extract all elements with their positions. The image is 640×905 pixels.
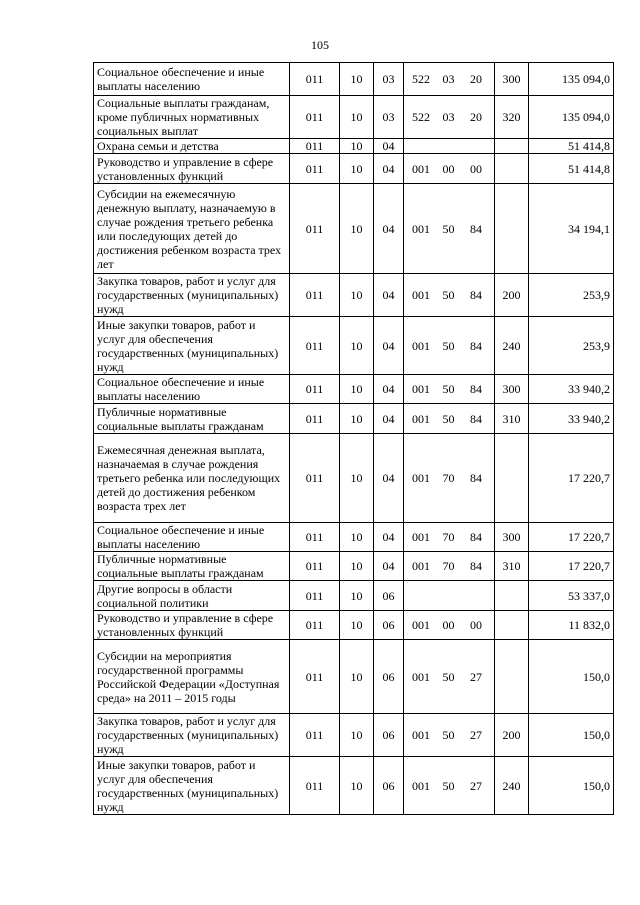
- target-article-part: 50: [442, 728, 455, 742]
- target-article-cell: [404, 375, 495, 404]
- amount-cell: 150,0: [529, 714, 614, 757]
- subsection-code-cell: 04: [374, 274, 404, 317]
- target-article-part: 522: [412, 110, 430, 124]
- amount-cell: 51 414,8: [529, 139, 614, 154]
- table-row: [94, 714, 614, 757]
- ministry-code-cell: 011: [290, 714, 340, 757]
- target-article-cell: [404, 404, 495, 434]
- section-code-cell: 10: [340, 611, 374, 640]
- subsection-code-cell: 06: [374, 757, 404, 815]
- target-article-part: 50: [442, 778, 455, 793]
- row-name-cell: Другие вопросы в области социальной политики: [94, 581, 290, 611]
- target-article-code: [407, 728, 491, 742]
- amount-cell: 150,0: [529, 640, 614, 714]
- target-article-cell: [404, 154, 495, 184]
- target-article-part: 84: [470, 471, 482, 485]
- target-article-part: 00: [470, 161, 482, 176]
- table-row: [94, 404, 614, 434]
- expense-type-cell: 300: [495, 375, 529, 404]
- expense-type-cell: [495, 611, 529, 640]
- row-name-cell: Руководство и управление в сфере установленных функций: [94, 154, 290, 184]
- target-article-part: 03: [442, 72, 455, 86]
- target-article-cell: [404, 139, 495, 154]
- target-article-part: 27: [470, 669, 482, 684]
- table-row: [94, 274, 614, 317]
- target-article-part: 001: [412, 728, 430, 742]
- section-code-cell: 10: [340, 714, 374, 757]
- subsection-code-cell: 04: [374, 154, 404, 184]
- target-article-cell: [404, 184, 495, 274]
- amount-cell: 33 940,2: [529, 404, 614, 434]
- target-article-part: 001: [412, 411, 430, 426]
- subsection-code-cell: 04: [374, 523, 404, 552]
- target-article-part: 00: [442, 161, 455, 176]
- subsection-code-cell: 04: [374, 139, 404, 154]
- row-name-cell: Публичные нормативные социальные выплаты гражданам: [94, 552, 290, 581]
- page-number: 105: [311, 38, 329, 52]
- expense-type-cell: [495, 154, 529, 184]
- amount-cell: 17 220,7: [529, 523, 614, 552]
- section-code-cell: 10: [340, 552, 374, 581]
- target-article-part: 001: [412, 618, 430, 632]
- subsection-code-cell: 04: [374, 317, 404, 375]
- target-article-part: 50: [442, 221, 455, 236]
- subsection-code-cell: 06: [374, 714, 404, 757]
- table-row: [94, 434, 614, 523]
- target-article-part: 84: [470, 530, 482, 544]
- target-article-part: 03: [442, 110, 455, 124]
- table-body: [94, 63, 614, 815]
- ministry-code-cell: 011: [290, 317, 340, 375]
- target-article-part: 70: [442, 471, 455, 485]
- amount-cell: 11 832,0: [529, 611, 614, 640]
- subsection-code-cell: 06: [374, 640, 404, 714]
- target-article-cell: [404, 714, 495, 757]
- table-row: [94, 63, 614, 96]
- table-row: [94, 611, 614, 640]
- target-article-code: [407, 670, 491, 684]
- expense-type-cell: 200: [495, 274, 529, 317]
- table-row: [94, 523, 614, 552]
- row-name-cell: Закупка товаров, работ и услуг для государственных (муниципальных) нужд: [94, 714, 290, 757]
- target-article-part: 20: [470, 72, 482, 86]
- target-article-code: [407, 559, 491, 573]
- section-code-cell: 10: [340, 154, 374, 184]
- subsection-code-cell: 03: [374, 63, 404, 96]
- target-article-part: 70: [442, 559, 455, 573]
- subsection-code-cell: 03: [374, 96, 404, 139]
- target-article-part: 001: [412, 559, 430, 573]
- target-article-cell: [404, 523, 495, 552]
- amount-cell: 17 220,7: [529, 434, 614, 523]
- table-row: [94, 139, 614, 154]
- ministry-code-cell: 011: [290, 757, 340, 815]
- subsection-code-cell: 06: [374, 581, 404, 611]
- target-article-code: [407, 110, 491, 124]
- expense-type-cell: 240: [495, 757, 529, 815]
- section-code-cell: 10: [340, 274, 374, 317]
- amount-cell: 34 194,1: [529, 184, 614, 274]
- target-article-cell: [404, 274, 495, 317]
- target-article-cell: [404, 611, 495, 640]
- section-code-cell: 10: [340, 523, 374, 552]
- expense-type-cell: 320: [495, 96, 529, 139]
- target-article-part: 001: [412, 669, 430, 684]
- row-name-cell: Субсидии на мероприятия государственной программы Российской Федерации «Доступная среда» на 2011 – 2015 годы: [94, 640, 290, 714]
- section-code-cell: 10: [340, 581, 374, 611]
- subsection-code-cell: 06: [374, 611, 404, 640]
- target-article-part: 84: [470, 288, 482, 302]
- target-article-cell: [404, 552, 495, 581]
- amount-cell: 33 940,2: [529, 375, 614, 404]
- target-article-part: 50: [442, 669, 455, 684]
- amount-cell: 150,0: [529, 757, 614, 815]
- target-article-part: 001: [412, 471, 430, 485]
- row-name-cell: Социальное обеспечение и иные выплаты населению: [94, 375, 290, 404]
- expense-type-cell: [495, 581, 529, 611]
- amount-cell: 253,9: [529, 274, 614, 317]
- ministry-code-cell: 011: [290, 184, 340, 274]
- target-article-part: 001: [412, 530, 430, 544]
- target-article-part: 84: [470, 221, 482, 236]
- table-row: [94, 757, 614, 815]
- ministry-code-cell: 011: [290, 404, 340, 434]
- section-code-cell: 10: [340, 375, 374, 404]
- row-name-cell: Социальные выплаты гражданам, кроме публичных нормативных социальных выплат: [94, 96, 290, 139]
- expense-type-cell: 240: [495, 317, 529, 375]
- table-row: [94, 154, 614, 184]
- row-name-cell: Субсидии на ежемесячную денежную выплату, назначаемую в случае рождения третьего ребенка или последующих детей до достижения ребенком возраста трех лет: [94, 184, 290, 274]
- row-name-cell: Социальное обеспечение и иные выплаты населению: [94, 63, 290, 96]
- target-article-part: 001: [412, 161, 430, 176]
- row-name-cell: Руководство и управление в сфере установленных функций: [94, 611, 290, 640]
- target-article-part: 001: [412, 338, 430, 353]
- target-article-part: 50: [442, 382, 455, 396]
- section-code-cell: 10: [340, 404, 374, 434]
- target-article-code: [407, 339, 491, 353]
- target-article-part: 00: [442, 618, 455, 632]
- target-article-code: [407, 618, 491, 632]
- section-code-cell: 10: [340, 184, 374, 274]
- target-article-code: [407, 779, 491, 793]
- target-article-cell: [404, 317, 495, 375]
- subsection-code-cell: 04: [374, 552, 404, 581]
- row-name-cell: Публичные нормативные социальные выплаты гражданам: [94, 404, 290, 434]
- target-article-cell: [404, 757, 495, 815]
- target-article-code: [407, 222, 491, 236]
- target-article-part: 20: [470, 110, 482, 124]
- ministry-code-cell: 011: [290, 96, 340, 139]
- ministry-code-cell: 011: [290, 611, 340, 640]
- table-row: [94, 552, 614, 581]
- table-row: [94, 375, 614, 404]
- section-code-cell: 10: [340, 757, 374, 815]
- target-article-cell: [404, 63, 495, 96]
- ministry-code-cell: 011: [290, 581, 340, 611]
- amount-cell: 53 337,0: [529, 581, 614, 611]
- subsection-code-cell: 04: [374, 404, 404, 434]
- target-article-code: [407, 530, 491, 544]
- expense-type-cell: [495, 139, 529, 154]
- target-article-part: 84: [470, 338, 482, 353]
- table-row: [94, 184, 614, 274]
- target-article-part: 70: [442, 530, 455, 544]
- subsection-code-cell: 04: [374, 434, 404, 523]
- ministry-code-cell: 011: [290, 154, 340, 184]
- target-article-code: [407, 162, 491, 176]
- ministry-code-cell: 011: [290, 274, 340, 317]
- expense-type-cell: 300: [495, 63, 529, 96]
- target-article-part: 84: [470, 382, 482, 396]
- row-name-cell: Закупка товаров, работ и услуг для государственных (муниципальных) нужд: [94, 274, 290, 317]
- target-article-part: 50: [442, 411, 455, 426]
- ministry-code-cell: 011: [290, 434, 340, 523]
- expense-type-cell: [495, 434, 529, 523]
- expense-type-cell: 300: [495, 523, 529, 552]
- section-code-cell: 10: [340, 317, 374, 375]
- ministry-code-cell: 011: [290, 139, 340, 154]
- row-name-cell: Охрана семьи и детства: [94, 139, 290, 154]
- amount-cell: 253,9: [529, 317, 614, 375]
- target-article-part: 84: [470, 559, 482, 573]
- budget-table: [93, 62, 614, 815]
- target-article-part: 001: [412, 778, 430, 793]
- ministry-code-cell: 011: [290, 63, 340, 96]
- target-article-part: 27: [470, 728, 482, 742]
- ministry-code-cell: 011: [290, 640, 340, 714]
- ministry-code-cell: 011: [290, 552, 340, 581]
- target-article-code: [407, 471, 491, 485]
- amount-cell: 51 414,8: [529, 154, 614, 184]
- target-article-code: [407, 72, 491, 86]
- target-article-part: 50: [442, 288, 455, 302]
- target-article-part: 001: [412, 221, 430, 236]
- table-row: [94, 640, 614, 714]
- expense-type-cell: [495, 640, 529, 714]
- target-article-part: 27: [470, 778, 482, 793]
- target-article-part: 00: [470, 618, 482, 632]
- expense-type-cell: 310: [495, 404, 529, 434]
- target-article-cell: [404, 581, 495, 611]
- section-code-cell: 10: [340, 434, 374, 523]
- target-article-cell: [404, 434, 495, 523]
- row-name-cell: Иные закупки товаров, работ и услуг для обеспечения государственных (муниципальных) нужд: [94, 317, 290, 375]
- target-article-part: 001: [412, 288, 430, 302]
- subsection-code-cell: 04: [374, 184, 404, 274]
- row-name-cell: Социальное обеспечение и иные выплаты населению: [94, 523, 290, 552]
- subsection-code-cell: 04: [374, 375, 404, 404]
- table-row: [94, 581, 614, 611]
- target-article-part: 84: [470, 411, 482, 426]
- amount-cell: 17 220,7: [529, 552, 614, 581]
- target-article-cell: [404, 640, 495, 714]
- row-name-cell: Ежемесячная денежная выплата, назначаемая в случае рождения третьего ребенка или последующих детей до достижения ребенком возраста трех лет: [94, 434, 290, 523]
- section-code-cell: 10: [340, 96, 374, 139]
- expense-type-cell: 310: [495, 552, 529, 581]
- target-article-part: 522: [412, 72, 430, 86]
- section-code-cell: 10: [340, 640, 374, 714]
- ministry-code-cell: 011: [290, 523, 340, 552]
- target-article-part: 50: [442, 338, 455, 353]
- table-row: [94, 317, 614, 375]
- row-name-cell: Иные закупки товаров, работ и услуг для обеспечения государственных (муниципальных) нужд: [94, 757, 290, 815]
- target-article-cell: [404, 96, 495, 139]
- amount-cell: 135 094,0: [529, 63, 614, 96]
- expense-type-cell: 200: [495, 714, 529, 757]
- target-article-code: [407, 382, 491, 396]
- target-article-part: 001: [412, 382, 430, 396]
- section-code-cell: 10: [340, 63, 374, 96]
- table-row: [94, 96, 614, 139]
- amount-cell: 135 094,0: [529, 96, 614, 139]
- ministry-code-cell: 011: [290, 375, 340, 404]
- expense-type-cell: [495, 184, 529, 274]
- target-article-code: [407, 288, 491, 302]
- target-article-code: [407, 412, 491, 426]
- section-code-cell: 10: [340, 139, 374, 154]
